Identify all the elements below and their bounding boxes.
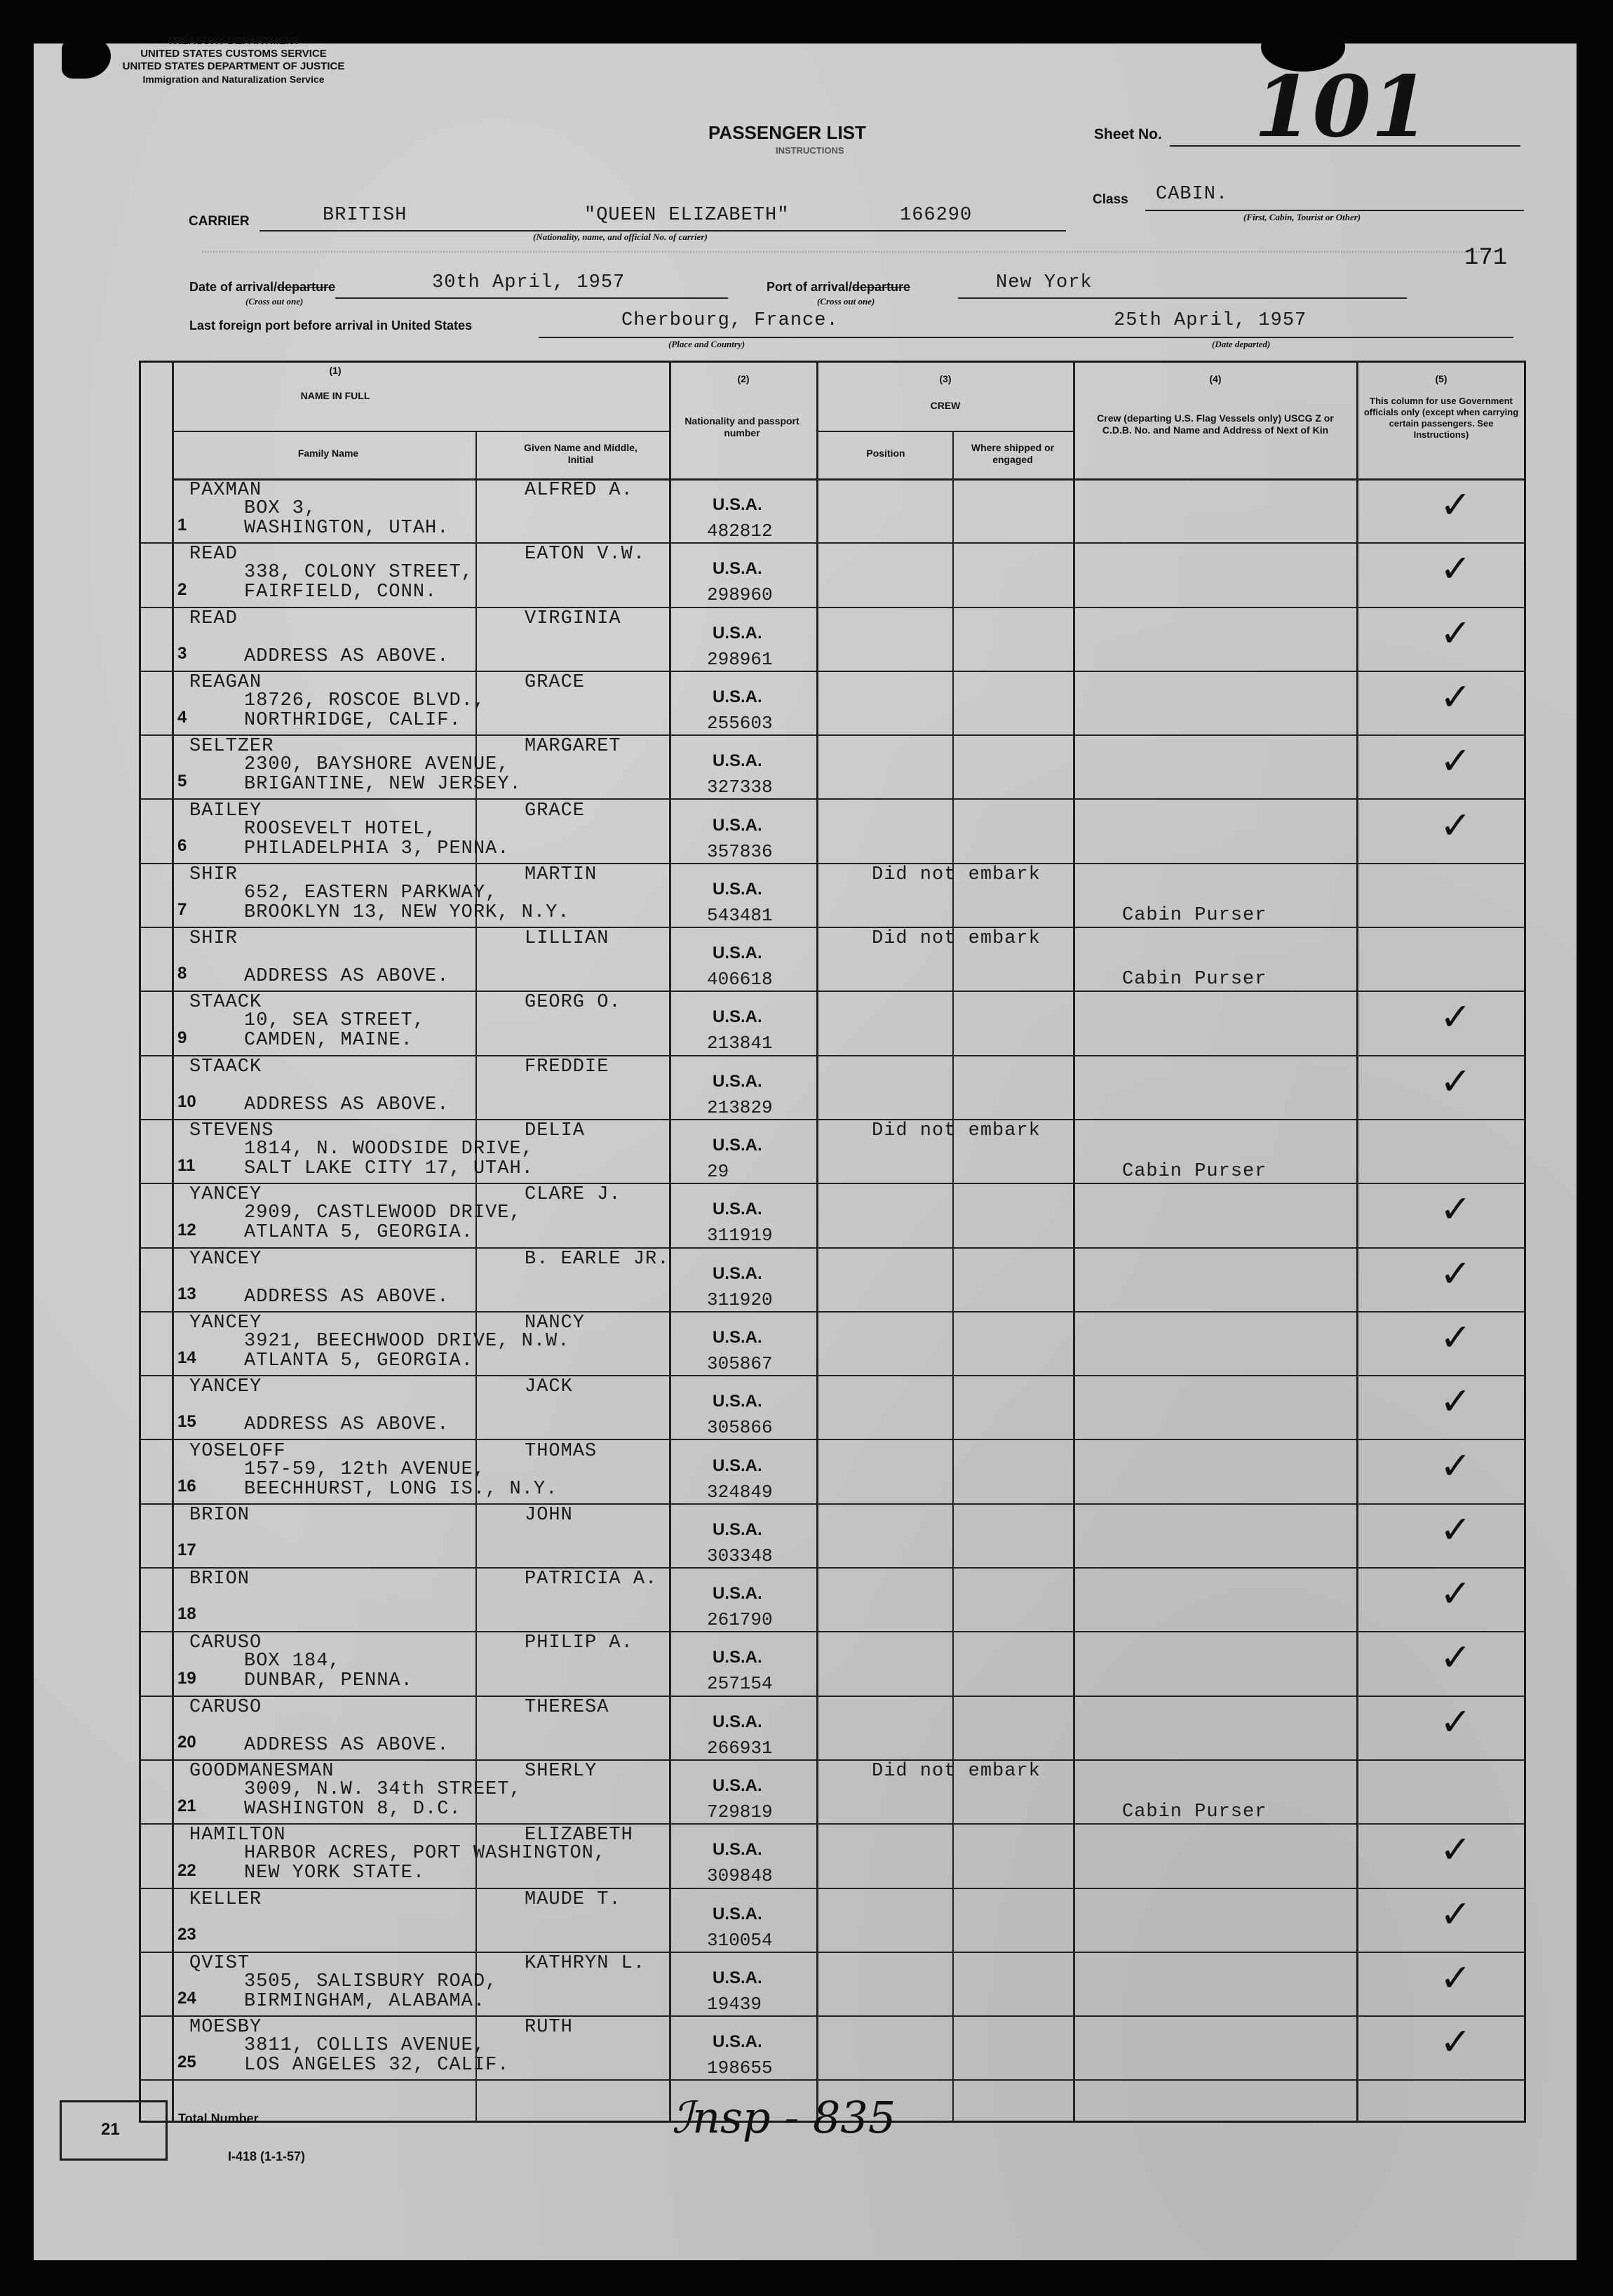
address-line-2: FAIRFIELD, CONN. (244, 582, 438, 603)
row-number: 21 (177, 1797, 196, 1816)
family-name: BRION (189, 1569, 250, 1590)
address-line-2: ADDRESS AS ABOVE. (244, 1286, 450, 1308)
family-name: SHIR (189, 928, 238, 950)
col5-title: This column for use Government officials only (except when carrying certain passengers. See Instructions) (1363, 396, 1519, 440)
family-name: REAGAN (189, 671, 262, 693)
check-mark: ✓ (1440, 546, 1472, 591)
address-line-1: 338, COLONY STREET, (244, 562, 473, 584)
address-line-2: CAMDEN, MAINE. (244, 1030, 413, 1052)
check-mark: ✓ (1440, 1571, 1472, 1616)
passport-number: 266931 (707, 1737, 773, 1759)
passport-number: 482812 (707, 521, 773, 542)
passport-number: 310054 (707, 1929, 773, 1951)
passport-number: 303348 (707, 1545, 773, 1566)
address-line-1: 3505, SALISBURY ROAD, (244, 1971, 498, 1992)
passport-number: 298960 (707, 584, 773, 606)
dept-line-4: Immigration and Naturalization Service (142, 74, 325, 85)
check-mark: ✓ (1440, 1635, 1472, 1680)
nationality: U.S.A. (713, 944, 762, 963)
row-number: 22 (177, 1860, 196, 1880)
carrier-nationality: BRITISH (323, 205, 407, 226)
passport-number: 305867 (707, 1352, 773, 1374)
port-arrival-value: New York (996, 272, 1093, 293)
table-row (34, 1889, 1577, 1953)
shipped-header: Where shipped or engaged (971, 442, 1055, 465)
check-mark: ✓ (1440, 1699, 1472, 1744)
table-row (34, 672, 1577, 736)
family-name: READ (189, 607, 238, 629)
last-port-value: Cherbourg, France. (621, 310, 839, 331)
given-name: NANCY (525, 1312, 586, 1334)
kin-note: Cabin Purser (1122, 1161, 1267, 1182)
total-number: 21 (101, 2120, 120, 2139)
row-number: 13 (177, 1284, 196, 1303)
kin-note: Cabin Purser (1122, 904, 1267, 926)
department-header (83, 35, 384, 86)
table-row (34, 1249, 1577, 1313)
address-line-1: 2300, BAYSHORE AVENUE, (244, 754, 510, 776)
row-number: 8 (177, 964, 187, 983)
row-number: 5 (177, 772, 187, 791)
family-name: MOESBY (189, 2017, 262, 2039)
given-name: ELIZABETH (525, 1825, 633, 1846)
carrier-label: CARRIER (189, 214, 250, 229)
crew-note: Did not embark (872, 1761, 1041, 1782)
row-number: 1 (177, 516, 187, 535)
nationality: U.S.A. (713, 559, 762, 579)
last-port-label: Last foreign port before arrival in United States (189, 318, 473, 333)
nationality: U.S.A. (713, 1840, 762, 1860)
departed-caption: (Date departed) (1212, 339, 1271, 349)
departed-value: 25th April, 1957 (1114, 310, 1307, 331)
address-line-2: SALT LAKE CITY 17, UTAH. (244, 1158, 534, 1179)
dept-line-2: UNITED STATES CUSTOMS SERVICE (140, 48, 327, 60)
table-row (34, 2017, 1577, 2081)
family-name: STAACK (189, 1056, 262, 1077)
dept-line-1: TREASURY DEPARTMENT (167, 35, 300, 47)
family-name: YANCEY (189, 1184, 262, 1206)
row-divider (139, 2079, 1526, 2081)
passport-number: 543481 (707, 904, 773, 926)
table-row (34, 928, 1577, 992)
signature-number: - 835 (784, 2092, 896, 2143)
address-line-1: 18726, ROSCOE BLVD., (244, 690, 486, 711)
passport-number: 311920 (707, 1289, 773, 1310)
bleed-through-text (202, 251, 1499, 262)
kin-note: Cabin Purser (1122, 969, 1267, 991)
check-mark: ✓ (1440, 1187, 1472, 1232)
address-line-1: 652, EASTERN PARKWAY, (244, 882, 498, 904)
nationality: U.S.A. (713, 1968, 762, 1987)
kin-note: Cabin Purser (1122, 1801, 1267, 1822)
nationality: U.S.A. (713, 1776, 762, 1795)
row-number: 11 (177, 1156, 196, 1176)
address-line-2: LOS ANGELES 32, CALIF. (244, 2055, 510, 2076)
check-mark: ✓ (1440, 739, 1472, 784)
address-line-2: BRIGANTINE, NEW JERSEY. (244, 774, 522, 795)
nationality: U.S.A. (713, 1648, 762, 1667)
table-row (34, 1056, 1577, 1120)
given-name: THOMAS (525, 1440, 598, 1462)
table-row (34, 544, 1577, 607)
nationality: U.S.A. (713, 1071, 762, 1091)
check-mark: ✓ (1440, 1315, 1472, 1360)
table-row (34, 864, 1577, 928)
address-line-2: ADDRESS AS ABOVE. (244, 1094, 450, 1115)
row-number: 25 (177, 2053, 196, 2072)
port-arrival-struck: departure (852, 280, 911, 294)
passport-number: 305866 (707, 1417, 773, 1439)
row-number: 15 (177, 1412, 196, 1432)
date-arrival-label (189, 280, 335, 295)
check-mark: ✓ (1440, 1251, 1472, 1296)
address-line-1: 157-59, 12th AVENUE, (244, 1458, 486, 1480)
family-name: YANCEY (189, 1376, 262, 1398)
given-name: GRACE (525, 671, 586, 693)
nationality: U.S.A. (713, 1519, 762, 1539)
address-line-2: BEECHHURST, LONG IS., N.Y. (244, 1478, 558, 1500)
address-line-2: ATLANTA 5, GEORGIA. (244, 1222, 473, 1244)
address-line-1: 1814, N. WOODSIDE DRIVE, (244, 1139, 534, 1160)
row-number: 18 (177, 1604, 196, 1624)
given-name: RUTH (525, 2017, 573, 2039)
col3-title: CREW (930, 400, 961, 411)
nationality: U.S.A. (713, 687, 762, 706)
table-row (34, 1953, 1577, 2017)
given-name: SHERLY (525, 1761, 598, 1782)
sheet-number: 101 (1254, 58, 1430, 156)
given-name: DELIA (525, 1120, 586, 1141)
passport-number: 255603 (707, 712, 773, 734)
class-caption: (First, Cabin, Tourist or Other) (1243, 212, 1361, 222)
table-row (34, 608, 1577, 672)
table-row (34, 1376, 1577, 1440)
nationality: U.S.A. (713, 1200, 762, 1219)
address-line-1: ROOSEVELT HOTEL, (244, 818, 438, 840)
check-mark: ✓ (1440, 1443, 1472, 1488)
row-number: 10 (177, 1092, 196, 1111)
nationality: U.S.A. (713, 495, 762, 514)
given-name: B. EARLE JR. (525, 1248, 670, 1270)
passport-number: 311919 (707, 1225, 773, 1247)
table-row (34, 480, 1577, 544)
passport-number: 213841 (707, 1033, 773, 1054)
port-arrival-label-text: Port of arrival/ (767, 280, 853, 294)
nationality: U.S.A. (713, 2032, 762, 2052)
passport-number: 19439 (707, 1993, 762, 2015)
form-title: PASSENGER LIST (708, 122, 866, 143)
family-name: BAILEY (189, 800, 262, 821)
table-row (34, 1441, 1577, 1505)
table-row (34, 736, 1577, 800)
row-number: 14 (177, 1348, 196, 1368)
crew-note: Did not embark (872, 928, 1041, 950)
address-line-1: BOX 184, (244, 1651, 341, 1672)
class-label: Class (1093, 192, 1128, 207)
row-number: 19 (177, 1668, 196, 1688)
check-mark: ✓ (1440, 483, 1472, 527)
address-line-2: ATLANTA 5, GEORGIA. (244, 1350, 473, 1371)
col3-number: (3) (939, 373, 952, 384)
address-line-2: ADDRESS AS ABOVE. (244, 645, 450, 667)
family-name: YANCEY (189, 1312, 262, 1334)
family-name: STAACK (189, 992, 262, 1014)
col1-number: (1) (329, 365, 342, 376)
address-line-2: PHILADELPHIA 3, PENNA. (244, 838, 510, 859)
family-name: PAXMAN (189, 480, 262, 501)
check-mark: ✓ (1440, 995, 1472, 1040)
given-name: JACK (525, 1376, 573, 1398)
nationality: U.S.A. (713, 1904, 762, 1924)
carrier-name: "QUEEN ELIZABETH" (584, 205, 790, 226)
nationality: U.S.A. (713, 1456, 762, 1475)
table-row (34, 1569, 1577, 1632)
check-mark: ✓ (1440, 1059, 1472, 1103)
nationality: U.S.A. (713, 879, 762, 899)
address-line-2: WASHINGTON, UTAH. (244, 518, 450, 539)
address-line-2: NEW YORK STATE. (244, 1862, 426, 1884)
given-name: KATHRYN L. (525, 1952, 646, 1974)
col1-title: NAME IN FULL (300, 390, 370, 401)
nationality: U.S.A. (713, 1327, 762, 1347)
dept-line-3: UNITED STATES DEPARTMENT OF JUSTICE (122, 60, 345, 72)
sheet-label: Sheet No. (1094, 126, 1162, 142)
address-line-1: 2909, CASTLEWOOD DRIVE, (244, 1202, 522, 1224)
address-line-2: ADDRESS AS ABOVE. (244, 1414, 450, 1436)
family-name: BRION (189, 1504, 250, 1526)
date-arrival-value: 30th April, 1957 (432, 272, 626, 293)
corner-number: 171 (1464, 245, 1508, 271)
row-number: 7 (177, 900, 187, 920)
table-row (34, 1120, 1577, 1184)
row-number: 17 (177, 1540, 196, 1560)
form-subtitle: INSTRUCTIONS (776, 145, 844, 156)
row-number: 20 (177, 1732, 196, 1752)
col2-title: Nationality and passport number (684, 415, 799, 438)
row-number: 4 (177, 708, 187, 727)
row-number: 2 (177, 579, 187, 599)
address-line-2: BIRMINGHAM, ALABAMA. (244, 1990, 486, 2012)
crew-note: Did not embark (872, 864, 1041, 885)
col4-title: Crew (departing U.S. Flag Vessels only) USCG Z or C.D.B. No. and Name and Address of Next of Kin (1097, 412, 1334, 436)
address-line-1: HARBOR ACRES, PORT WASHINGTON, (244, 1843, 607, 1865)
table-row (34, 1697, 1577, 1761)
table-row (34, 1825, 1577, 1888)
family-name: STEVENS (189, 1120, 274, 1141)
address-line-2: NORTHRIDGE, CALIF. (244, 709, 461, 731)
passport-number: 357836 (707, 840, 773, 862)
table-row (34, 1184, 1577, 1248)
nationality: U.S.A. (713, 751, 762, 771)
crew-note: Did not embark (872, 1120, 1041, 1141)
passenger-list-sheet (34, 35, 1577, 2260)
nationality: U.S.A. (713, 1263, 762, 1283)
given-name: JOHN (525, 1504, 573, 1526)
check-mark: ✓ (1440, 803, 1472, 847)
family-name: CARUSO (189, 1696, 262, 1718)
date-arrival-label-text: Date of arrival/ (189, 280, 278, 294)
address-line-1: 10, SEA STREET, (244, 1010, 426, 1032)
passport-number: 324849 (707, 1481, 773, 1503)
address-line-1: 3921, BEECHWOOD DRIVE, N.W. (244, 1330, 570, 1352)
nationality: U.S.A. (713, 1392, 762, 1411)
nationality: U.S.A. (713, 1712, 762, 1731)
given-name: ALFRED A. (525, 480, 633, 501)
date-arrival-caption: (Cross out one) (245, 296, 304, 307)
nationality: U.S.A. (713, 1136, 762, 1155)
table-row (34, 992, 1577, 1056)
passport-number: 406618 (707, 969, 773, 991)
passport-number: 257154 (707, 1673, 773, 1695)
passport-number: 327338 (707, 777, 773, 798)
passport-number: 213829 (707, 1096, 773, 1118)
family-name: SELTZER (189, 736, 274, 758)
family-name: CARUSO (189, 1632, 262, 1654)
family-name: SHIR (189, 864, 238, 885)
passport-number: 729819 (707, 1801, 773, 1822)
col5-number: (5) (1435, 373, 1447, 384)
row-number: 9 (177, 1028, 187, 1047)
family-name: YANCEY (189, 1248, 262, 1270)
passport-number: 298961 (707, 648, 773, 670)
form-number: I-418 (1-1-57) (228, 2149, 306, 2163)
family-name-header: Family Name (297, 448, 359, 459)
given-name: CLARE J. (525, 1184, 621, 1206)
check-mark: ✓ (1440, 610, 1472, 655)
family-name: GOODMANESMAN (189, 1761, 335, 1782)
nationality: U.S.A. (713, 815, 762, 835)
row-number: 16 (177, 1476, 196, 1496)
col4-number: (4) (1209, 373, 1222, 384)
given-name: MARTIN (525, 864, 598, 885)
address-line-2: DUNBAR, PENNA. (244, 1670, 413, 1692)
given-name: FREDDIE (525, 1056, 609, 1077)
table-row (34, 1761, 1577, 1825)
passport-number: 309848 (707, 1865, 773, 1887)
inspector-signature (672, 2092, 896, 2143)
check-mark: ✓ (1440, 1507, 1472, 1552)
port-arrival-caption: (Cross out one) (817, 296, 875, 307)
address-line-1: 3811, COLLIS AVENUE, (244, 2035, 486, 2057)
family-name: QVIST (189, 1952, 250, 1974)
total-label: Total Number (178, 2112, 259, 2126)
row-number: 3 (177, 643, 187, 663)
last-port-caption: (Place and Country) (668, 339, 745, 349)
given-name: GEORG O. (525, 992, 621, 1014)
table-row (34, 800, 1577, 864)
address-line-2: BROOKLYN 13, NEW YORK, N.Y. (244, 901, 570, 923)
given-name: MAUDE T. (525, 1888, 621, 1910)
family-name: YOSELOFF (189, 1440, 286, 1462)
address-line-2: ADDRESS AS ABOVE. (244, 1734, 450, 1756)
row-number: 24 (177, 1989, 196, 2008)
address-line-1: BOX 3, (244, 498, 317, 519)
check-mark: ✓ (1440, 1891, 1472, 1936)
given-name: VIRGINIA (525, 607, 621, 629)
position-header: Position (866, 448, 905, 459)
table-row (34, 1505, 1577, 1569)
col2-number: (2) (737, 373, 750, 384)
nationality: U.S.A. (713, 1584, 762, 1604)
given-name: PHILIP A. (525, 1632, 633, 1654)
address-line-2: WASHINGTON 8, D.C. (244, 1799, 461, 1820)
given-name: THERESA (525, 1696, 609, 1718)
address-line-2: ADDRESS AS ABOVE. (244, 966, 450, 988)
passport-number: 198655 (707, 2057, 773, 2079)
family-name: HAMILTON (189, 1825, 286, 1846)
check-mark: ✓ (1440, 1955, 1472, 2000)
check-mark: ✓ (1440, 2020, 1472, 2065)
family-name: KELLER (189, 1888, 262, 1910)
row-number: 12 (177, 1220, 196, 1240)
table-row (34, 1632, 1577, 1696)
class-value: CABIN. (1156, 184, 1229, 205)
passport-number: 261790 (707, 1609, 773, 1631)
given-name: PATRICIA A. (525, 1569, 658, 1590)
given-name: GRACE (525, 800, 586, 821)
check-mark: ✓ (1440, 1827, 1472, 1872)
port-arrival-label (767, 280, 910, 295)
nationality: U.S.A. (713, 623, 762, 643)
carrier-official-no: 166290 (900, 205, 973, 226)
nationality: U.S.A. (713, 1007, 762, 1027)
family-name: READ (189, 544, 238, 565)
carrier-caption: (Nationality, name, and official No. of carrier) (533, 231, 708, 242)
check-mark: ✓ (1440, 1379, 1472, 1424)
row-number: 23 (177, 1924, 196, 1944)
row-number: 6 (177, 835, 187, 855)
check-mark: ✓ (1440, 674, 1472, 719)
given-name: MARGARET (525, 736, 621, 758)
passport-number: 29 (707, 1161, 729, 1182)
date-arrival-struck: departure (277, 280, 336, 294)
given-name-header: Given Name and Middle, Initial (524, 442, 637, 465)
signature-scrawl-icon: ℐnsp (672, 2092, 771, 2143)
address-line-1: 3009, N.W. 34th STREET, (244, 1779, 522, 1800)
given-name: LILLIAN (525, 928, 609, 950)
given-name: EATON V.W. (525, 544, 646, 565)
table-row (34, 1313, 1577, 1376)
